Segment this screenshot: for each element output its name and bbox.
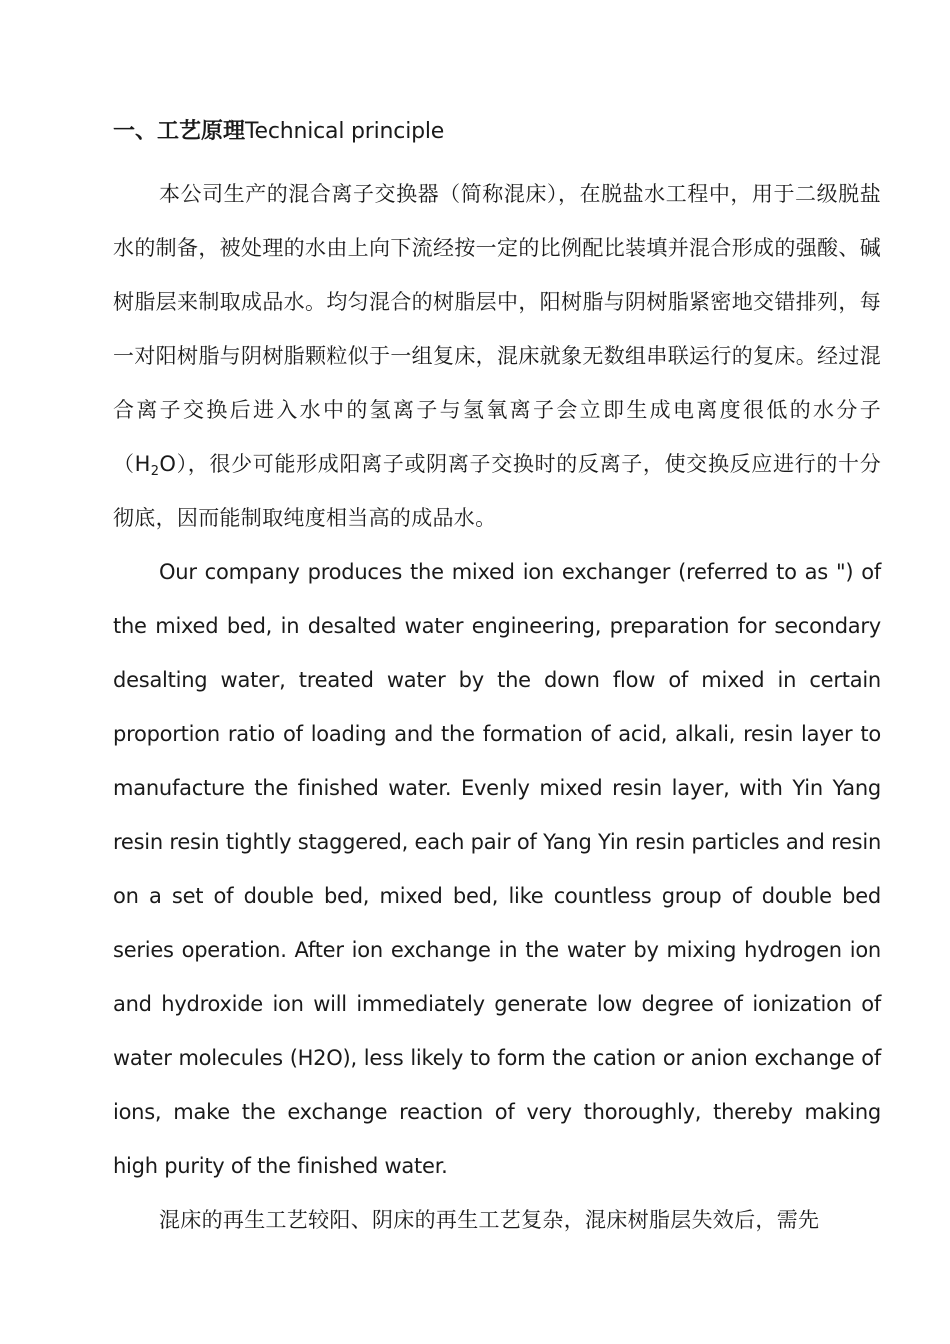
section-heading-cn: 一、工艺原理 bbox=[113, 119, 246, 144]
document-page bbox=[113, 113, 881, 1247]
paragraph-cn-principle-part2: O），很少可能形成阳离子或阴离子交换时的反离子，使交换反应进行的十分彻底，因而能制取纯度相当高的成品水。 bbox=[113, 452, 881, 530]
formula-subscript: 2 bbox=[150, 464, 160, 479]
paragraph-cn-principle-part1: 本公司生产的混合离子交换器（简称混床），在脱盐水工程中，用于二级脱盐水的制备，被处理的水由上向下流经按一定的比例配比装填并混合形成的强酸、碱树脂层来制取成品水。均匀混合的树脂层中，阳树脂与阴树脂紧密地交错排列，每一对阳树脂与阴树脂颗粒似于一组复床，混床就象无数组串联运行的复床。经过混合离子交换后进入水中的氢离子与氢氧离子会立即生成电离度很低的水分子（H bbox=[113, 182, 881, 476]
paragraph-en-principle: Our company produces the mixed ion exchanger (referred to as ") of the mixed bed, in desalted water engineering, preparation for secondary desalting water, treated water by the down flow of mixed in certain proportion ratio of loading and the formation of acid, alkali, resin layer to manufacture the finished water. Evenly mixed resin layer, with Yin Yang resin resin tightly staggered, each pair of Yang Yin resin particles and resin on a set of double bed, mixed bed, like countless group of double bed series operation. After ion exchange in the water by mixing hydrogen ion and hydroxide ion will immediately generate low degree of ionization of water molecules (H2O), less likely to form the cation or anion exchange of ions, make the exchange reaction of very thoroughly, thereby making high purity of the finished water. bbox=[113, 560, 881, 1178]
section-heading bbox=[113, 113, 881, 151]
section-heading-en: Technical principle bbox=[245, 119, 445, 144]
paragraph-cn-regeneration: 混床的再生工艺较阳、阴床的再生工艺复杂，混床树脂层失效后，需先 bbox=[159, 1208, 820, 1232]
paragraph-cn-principle bbox=[113, 167, 881, 545]
